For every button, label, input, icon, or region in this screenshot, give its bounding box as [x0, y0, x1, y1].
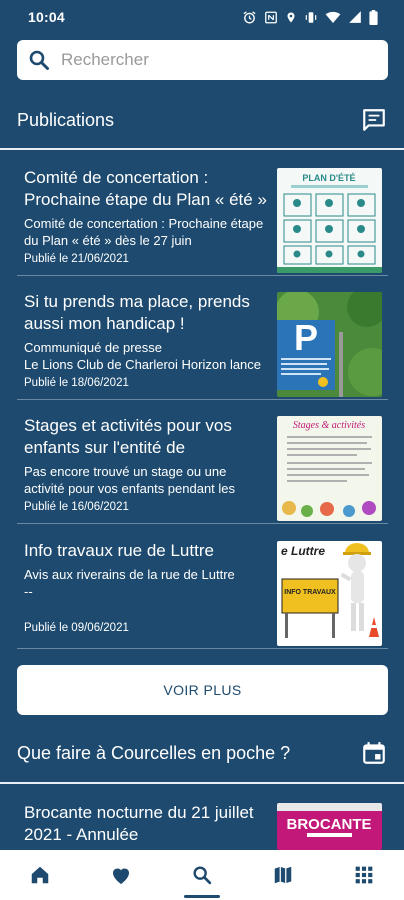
publication-thumbnail	[277, 168, 382, 273]
calendar-icon[interactable]	[361, 740, 387, 766]
search-input[interactable]	[61, 50, 361, 70]
see-more-button[interactable]: VOIR PLUS	[17, 665, 388, 715]
thumb-title: e Luttre	[281, 544, 326, 558]
publication-thumbnail	[277, 292, 382, 397]
section-divider	[0, 148, 404, 150]
vibrate-icon	[304, 10, 318, 25]
event-title: Brocante nocturne du 21 juillet 2021 - Annulée	[24, 803, 254, 844]
nfc-icon	[264, 10, 278, 25]
publication-title: Info travaux rue de Luttre	[24, 541, 214, 560]
publication-thumbnail	[277, 541, 382, 646]
publication-description: Pas encore trouvé un stage ou une activité pour vos enfants pendant les	[24, 464, 236, 496]
nav-search[interactable]	[172, 850, 232, 900]
signal-icon	[348, 10, 362, 24]
alarm-icon	[242, 10, 257, 25]
event-thumbnail	[277, 803, 382, 850]
publication-date: Publié le 21/06/2021	[24, 253, 129, 265]
events-header	[0, 733, 404, 773]
thumb-title: BROCANTE	[286, 816, 372, 833]
publication-description: Comité de concertation : Prochaine étape du Plan « été » dès le 27 juin	[24, 216, 264, 248]
publication-card[interactable]	[17, 536, 388, 649]
thumb-title: Stages & activités	[292, 420, 366, 431]
nav-favorites[interactable]	[91, 850, 151, 900]
publication-card[interactable]	[17, 287, 388, 400]
thumb-title: P	[293, 317, 319, 358]
publication-date: Publié le 18/06/2021	[24, 377, 129, 389]
battery-icon	[369, 10, 378, 25]
publications-title: Publications	[17, 109, 115, 130]
publication-thumbnail	[277, 416, 382, 521]
search-icon	[191, 864, 213, 886]
status-bar	[0, 0, 404, 34]
thumb-sign: INFO TRAVAUX	[284, 589, 336, 596]
search-icon	[27, 48, 51, 72]
wifi-icon	[325, 10, 341, 24]
publications-header	[0, 100, 404, 140]
status-time: 10:04	[28, 9, 65, 25]
thumb-title: PLAN D'ÉTÉ	[302, 173, 356, 183]
status-icons	[242, 10, 378, 25]
heart-icon	[109, 863, 133, 887]
publication-title: Si tu prends ma place, prends aussi mon handicap !	[24, 292, 250, 333]
publication-date: Publié le 09/06/2021	[24, 622, 129, 634]
publication-date: Publié le 16/06/2021	[24, 501, 129, 513]
bottom-navigation	[0, 850, 404, 900]
nav-apps[interactable]	[334, 850, 394, 900]
event-card[interactable]	[17, 798, 388, 850]
publication-description: Communiqué de presse Le Lions Club de Charleroi Horizon lance	[24, 340, 262, 372]
publication-card[interactable]	[17, 163, 388, 276]
events-title: Que faire à Courcelles en poche ?	[17, 742, 291, 763]
nav-home[interactable]	[10, 850, 70, 900]
section-divider	[0, 782, 404, 784]
apps-grid-icon	[354, 865, 374, 885]
publication-description: Avis aux riverains de la rue de Luttre --	[24, 567, 235, 599]
nav-map[interactable]	[253, 850, 313, 900]
message-icon[interactable]	[361, 107, 387, 133]
publication-title: Comité de concertation : Prochaine étape du Plan « été »	[24, 168, 267, 209]
publication-card[interactable]	[17, 411, 388, 524]
map-icon	[272, 864, 294, 886]
home-icon	[29, 864, 51, 886]
publication-title: Stages et activités pour vos enfants sur l'entité de	[24, 416, 232, 457]
search-bar[interactable]	[17, 40, 388, 80]
location-icon	[285, 10, 297, 25]
